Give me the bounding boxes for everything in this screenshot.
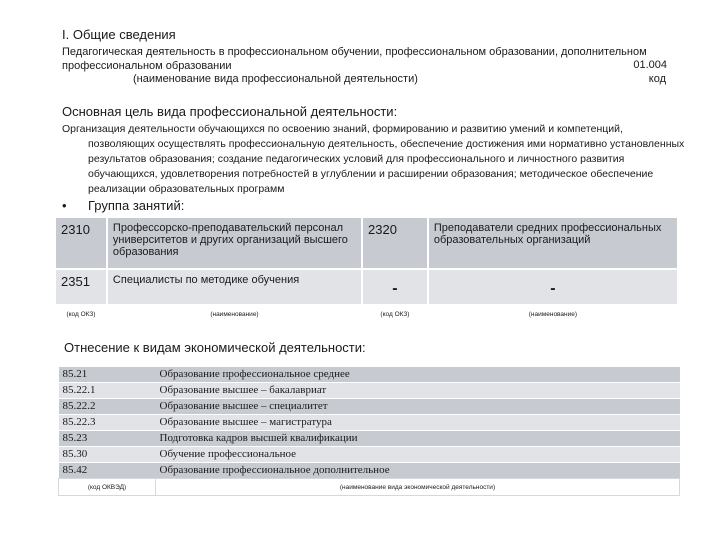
occupation-groups-table — [54, 216, 679, 329]
okved-code-cell: 85.21 — [59, 367, 156, 383]
okved-name-cell: Образование высшее – специалитет — [156, 399, 680, 415]
activity-name — [62, 45, 647, 73]
occupation-name-cell: Профессорско-преподавательский персонал университетов и других организаций высшего образования — [107, 217, 362, 269]
economic-activity-title: Отнесение к видам экономической деятельности: — [64, 340, 366, 355]
table-caption-row — [59, 479, 680, 496]
table-row — [55, 269, 678, 305]
okz-code-cell: 2320 — [362, 217, 428, 269]
table-row — [59, 399, 680, 415]
okved-code-cell: 85.30 — [59, 447, 156, 463]
activity-name-line1: Педагогическая деятельность в профессиональном обучении, профессиональном образовании, дополнительном — [62, 46, 647, 58]
okved-code-cell: 85.22.3 — [59, 415, 156, 431]
okz-code-cell: 2351 — [55, 269, 107, 305]
activity-name-caption: (наименование вида профессиональной деятельности) — [133, 73, 418, 85]
okved-name-cell: Образование высшее – магистратура — [156, 415, 680, 431]
bullet-icon: • — [62, 198, 67, 213]
okved-name-cell: Подготовка кадров высшей квалификации — [156, 431, 680, 447]
occupation-name-caption: (наименование) — [107, 305, 362, 328]
table-row — [59, 367, 680, 383]
table-caption-row — [55, 305, 678, 328]
group-title-label: Группа занятий: — [88, 198, 185, 213]
activity-code: 01.004 — [633, 59, 667, 71]
group-title — [62, 198, 184, 213]
goal-title: Основная цель вида профессиональной деятельности: — [62, 104, 398, 119]
section-title: I. Общие сведения — [62, 27, 176, 42]
table-row — [59, 447, 680, 463]
economic-activity-table — [58, 366, 680, 496]
table-row — [59, 415, 680, 431]
okved-name-cell: Образование высшее – бакалавриат — [156, 383, 680, 399]
okved-name-caption: (наименование вида экономической деятельности) — [156, 479, 680, 496]
table-row — [55, 217, 678, 269]
dash-placeholder: - — [550, 280, 556, 297]
okz-code-caption: (код ОКЗ) — [362, 305, 428, 328]
okved-code-cell: 85.22.2 — [59, 399, 156, 415]
goal-text-body: Организация деятельности обучающихся по освоению знаний, формированию и развитию умений и компетенций, позволяющих осуществлять профессиональную деятельность, обеспечение достижения ими нормативно установленных результатов образования; создание педагогических условий для профессионального и личностного развития обучающихся, удовлетворения потребностей в углублении и расширении образования; методическое обеспечение реализации образовательных программ — [62, 123, 685, 195]
occupation-name-caption: (наименование) — [428, 305, 678, 328]
occupation-name-cell: Преподаватели средних профессиональных образовательных организаций — [428, 217, 678, 269]
occupation-name-cell — [428, 269, 678, 305]
activity-name-line2: профессиональном образовании — [62, 60, 232, 72]
okved-name-cell: Обучение профессиональное — [156, 447, 680, 463]
okved-name-cell: Образование профессиональное среднее — [156, 367, 680, 383]
okz-code-cell — [362, 269, 428, 305]
table-row — [59, 463, 680, 479]
okved-code-cell: 85.22.1 — [59, 383, 156, 399]
table-row — [59, 383, 680, 399]
okved-code-cell: 85.42 — [59, 463, 156, 479]
okz-code-caption: (код ОКЗ) — [55, 305, 107, 328]
okz-code-cell: 2310 — [55, 217, 107, 269]
dash-placeholder: - — [392, 280, 398, 297]
table-row — [59, 431, 680, 447]
goal-text — [62, 122, 692, 197]
occupation-name-cell: Специалисты по методике обучения — [107, 269, 362, 305]
okved-name-cell: Образование профессиональное дополнительное — [156, 463, 680, 479]
okved-code-cell: 85.23 — [59, 431, 156, 447]
activity-code-caption: код — [648, 73, 666, 85]
okved-code-caption: (код ОКВЭД) — [59, 479, 156, 496]
